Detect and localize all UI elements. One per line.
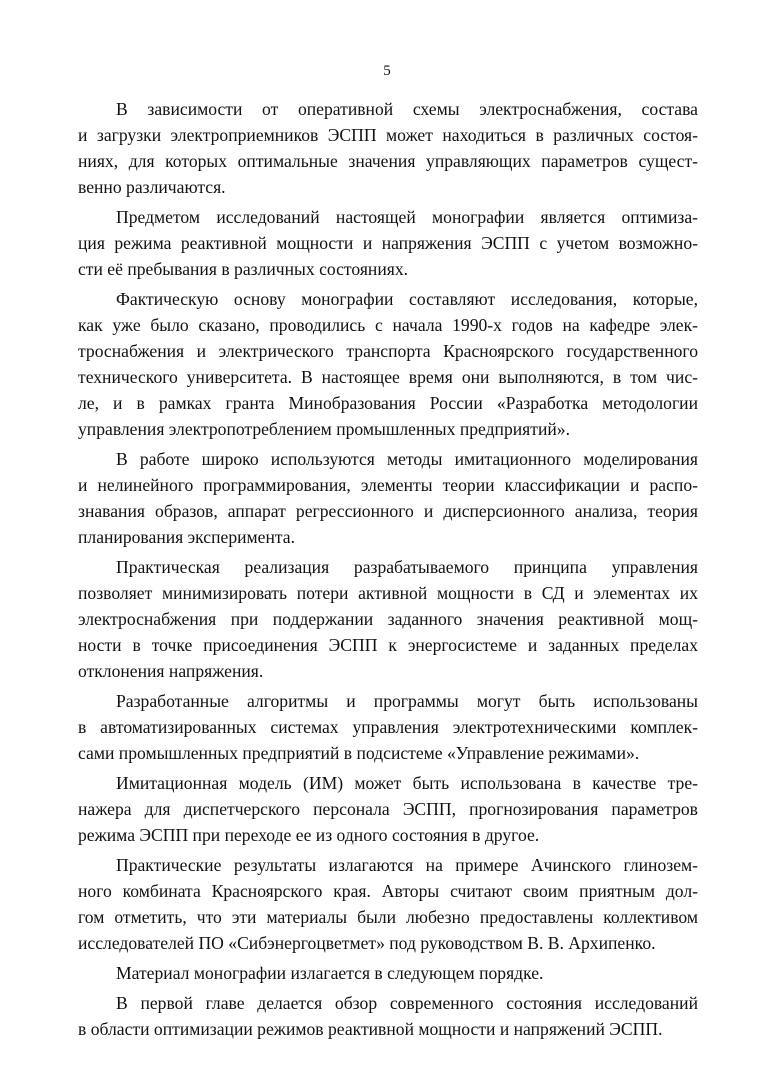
text-line: Практическая реализация разрабатываемого принципа управления — [116, 557, 698, 577]
page-number: 5 — [383, 63, 391, 79]
paragraph — [78, 286, 698, 442]
text-line: знавания образов, аппарат регрессионного и дисперсионного анализа, теория — [78, 501, 698, 521]
text-line: ниях, для которых оптимальные значения управляющих параметров сущест- — [78, 151, 698, 171]
text-line: сти её пребывания в различных состояниях. — [78, 259, 409, 279]
text-line: в автоматизированных системах управления электротехническими комплек- — [78, 717, 698, 737]
text-line: В работе широко используются методы имитационного моделирования — [116, 449, 698, 469]
paragraph — [78, 688, 698, 766]
paragraph — [78, 990, 698, 1042]
text-line: электроснабжения при поддержании заданного значения реактивной мощ- — [78, 609, 698, 629]
text-line: троснабжения и электрического транспорта Красноярского государственного — [78, 341, 698, 361]
text-line: ле, и в рамках гранта Минобразования России «Разработка методологии — [78, 393, 698, 413]
text-line: планирования эксперимента. — [78, 527, 296, 547]
text-line: Разработанные алгоритмы и программы могут быть использованы — [116, 691, 698, 711]
text-line: сами промышленных предприятий в подсистеме «Управление режимами». — [78, 743, 640, 763]
text-line: В первой главе делается обзор современного состояния исследований — [116, 993, 698, 1013]
text-line: В зависимости от оперативной схемы электроснабжения, состава — [116, 99, 698, 119]
text-line: гом отметить, что эти материалы были любезно предоставлены коллективом — [78, 907, 698, 927]
text-line: Предметом исследований настоящей монографии является оптимиза- — [116, 207, 698, 227]
text-line: Практические результаты излагаются на примере Ачинского глинозем- — [116, 855, 698, 875]
paragraph — [78, 554, 698, 684]
text-line: и загрузки электроприемников ЭСПП может находиться в различных состоя- — [78, 125, 698, 145]
text-line: Фактическую основу монографии составляют исследования, которые, — [116, 289, 698, 309]
paragraph — [78, 960, 698, 986]
paragraph — [78, 96, 698, 200]
text-line: позволяет минимизировать потери активной мощности в СД и элементах их — [78, 583, 698, 603]
text-line: и нелинейного программирования, элементы теории классификации и распо- — [78, 475, 698, 495]
text-line: управления электропотреблением промышленных предприятий». — [78, 419, 570, 439]
text-line: Имитационная модель (ИМ) может быть использована в качестве тре- — [116, 773, 698, 793]
body-text — [78, 96, 698, 1046]
text-line: в области оптимизации режимов реактивной мощности и напряжений ЭСПП. — [78, 1019, 663, 1039]
paragraph — [78, 770, 698, 848]
text-line: технического университета. В настоящее время они выполняются, в том чис- — [78, 367, 698, 387]
text-line: ция режима реактивной мощности и напряжения ЭСПП с учетом возможно- — [78, 233, 698, 253]
text-line: режима ЭСПП при переходе ее из одного состояния в другое. — [78, 825, 540, 845]
text-line: отклонения напряжения. — [78, 661, 264, 681]
text-line: нажера для диспетчерского персонала ЭСПП, прогнозирования параметров — [78, 799, 698, 819]
paragraph — [78, 446, 698, 550]
text-line: венно различаются. — [78, 177, 226, 197]
text-line: Материал монографии излагается в следующем порядке. — [116, 963, 544, 983]
text-line: ного комбината Красноярского края. Авторы считают своим приятным дол- — [78, 881, 698, 901]
text-line: исследователей ПО «Сибэнергоцветмет» под руководством В. В. Архипенко. — [78, 933, 656, 953]
text-line: ности в точке присоединения ЭСПП к энергосистеме и заданных пределах — [78, 635, 698, 655]
text-line: как уже было сказано, проводились с начала 1990-х годов на кафедре элек- — [78, 315, 698, 335]
paragraph — [78, 204, 698, 282]
paragraph — [78, 852, 698, 956]
